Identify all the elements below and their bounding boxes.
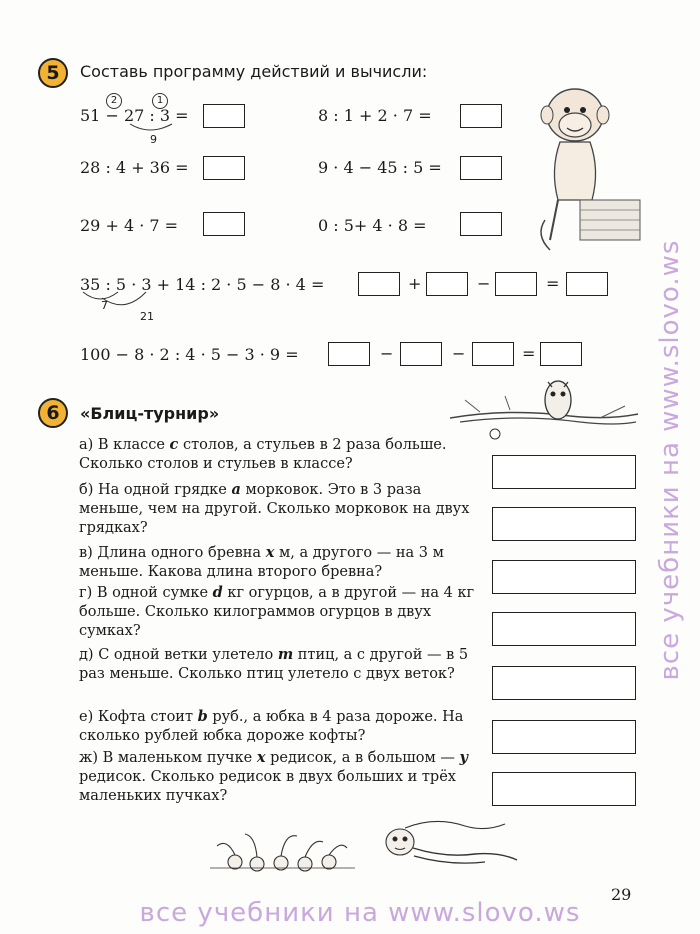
answer-box-row3-right[interactable] <box>460 212 502 236</box>
problem-e: е) Кофта стоит b руб., а юбка в 4 раза дороже. На сколько рублей юбка дороже кофты? <box>79 708 464 744</box>
radish-monkey-illustration <box>205 818 525 878</box>
answer-box-long2-4[interactable] <box>540 342 582 366</box>
monkey-illustration <box>520 70 650 260</box>
expression-row2-right: 9 · 4 − 45 : 5 = <box>318 158 442 177</box>
op-plus-long1: + <box>408 274 422 293</box>
answer-box-problem-zh[interactable] <box>492 772 636 806</box>
expression-row1-right: 8 : 1 + 2 · 7 = <box>318 106 432 125</box>
exercise-5-badge: 5 <box>38 58 68 88</box>
answer-box-long1-2[interactable] <box>426 272 468 296</box>
order-mark-2: 2 <box>106 93 122 109</box>
problem-b: б) На одной грядке a морковок. Это в 3 раза меньше, чем на другой. Сколько морковок на двух грядках? <box>79 481 470 536</box>
exercise-6-badge: 6 <box>38 398 68 428</box>
answer-box-row1-right[interactable] <box>460 104 502 128</box>
op-minus-long2-b: − <box>452 344 466 363</box>
answer-box-row2-left[interactable] <box>203 156 245 180</box>
answer-box-problem-b[interactable] <box>492 507 636 541</box>
long-expression-1: 35 : 5 · 3 + 14 : 2 · 5 − 8 · 4 = <box>80 275 325 294</box>
problem-v: в) Длина одного бревна x м, а другого — на 3 м меньше. Какова длина второго бревна? <box>79 544 444 580</box>
expression-row1-left: 51 − 27 : 3 = <box>80 106 189 125</box>
answer-box-row1-left[interactable] <box>203 104 245 128</box>
answer-box-problem-e[interactable] <box>492 720 636 754</box>
watermark-vertical: все учебники на www.slovo.ws <box>655 239 685 681</box>
answer-box-long2-1[interactable] <box>328 342 370 366</box>
exercise-6-title: «Блиц-турнир» <box>80 404 220 423</box>
answer-box-long1-4[interactable] <box>566 272 608 296</box>
answer-box-row2-right[interactable] <box>460 156 502 180</box>
answer-box-long1-3[interactable] <box>495 272 537 296</box>
exercise-5-title: Составь программу действий и вычисли: <box>80 62 428 81</box>
answer-box-long2-2[interactable] <box>400 342 442 366</box>
calc-note-9: 9 <box>150 133 157 146</box>
page-number: 29 <box>611 885 632 904</box>
problem-d: д) С одной ветки улетело m птиц, а с другой — в 5 раз меньше. Сколько птиц улетело с двух веток? <box>79 646 469 682</box>
expression-row3-right: 0 : 5+ 4 · 8 = <box>318 216 427 235</box>
calc-note-21: 21 <box>140 310 154 323</box>
calc-arcs-long1 <box>80 290 170 312</box>
problem-a: а) В классе c столов, а стульев в 2 раза больше. Сколько столов и стульев в классе? <box>79 436 447 472</box>
long-expression-2: 100 − 8 · 2 : 4 · 5 − 3 · 9 = <box>80 345 299 364</box>
answer-box-problem-a[interactable] <box>492 455 636 489</box>
answer-box-problem-d[interactable] <box>492 666 636 700</box>
expression-row2-left: 28 : 4 + 36 = <box>80 158 189 177</box>
order-mark-1: 1 <box>152 93 168 109</box>
problem-zh: ж) В маленьком пучке x редисок, а в большом — y редисок. Сколько редисок в двух больших и трёх маленьких пучках? <box>79 749 468 804</box>
answer-box-long2-3[interactable] <box>472 342 514 366</box>
answer-box-problem-g[interactable] <box>492 612 636 646</box>
expression-row3-left: 29 + 4 · 7 = <box>80 216 179 235</box>
op-equals-long2: = <box>522 344 536 363</box>
op-minus-long2-a: − <box>380 344 394 363</box>
watermark-bottom: все учебники на www.slovo.ws <box>139 898 581 928</box>
answer-box-row3-left[interactable] <box>203 212 245 236</box>
answer-box-problem-v[interactable] <box>492 560 636 594</box>
op-minus-long1: − <box>477 274 491 293</box>
calc-note-7: 7 <box>101 299 108 312</box>
answer-box-long1-1[interactable] <box>358 272 400 296</box>
problem-g: г) В одной сумке d кг огурцов, а в другой — на 4 кг больше. Сколько килограммов огурцов в двух сумках? <box>79 584 475 639</box>
op-equals-long1: = <box>546 274 560 293</box>
